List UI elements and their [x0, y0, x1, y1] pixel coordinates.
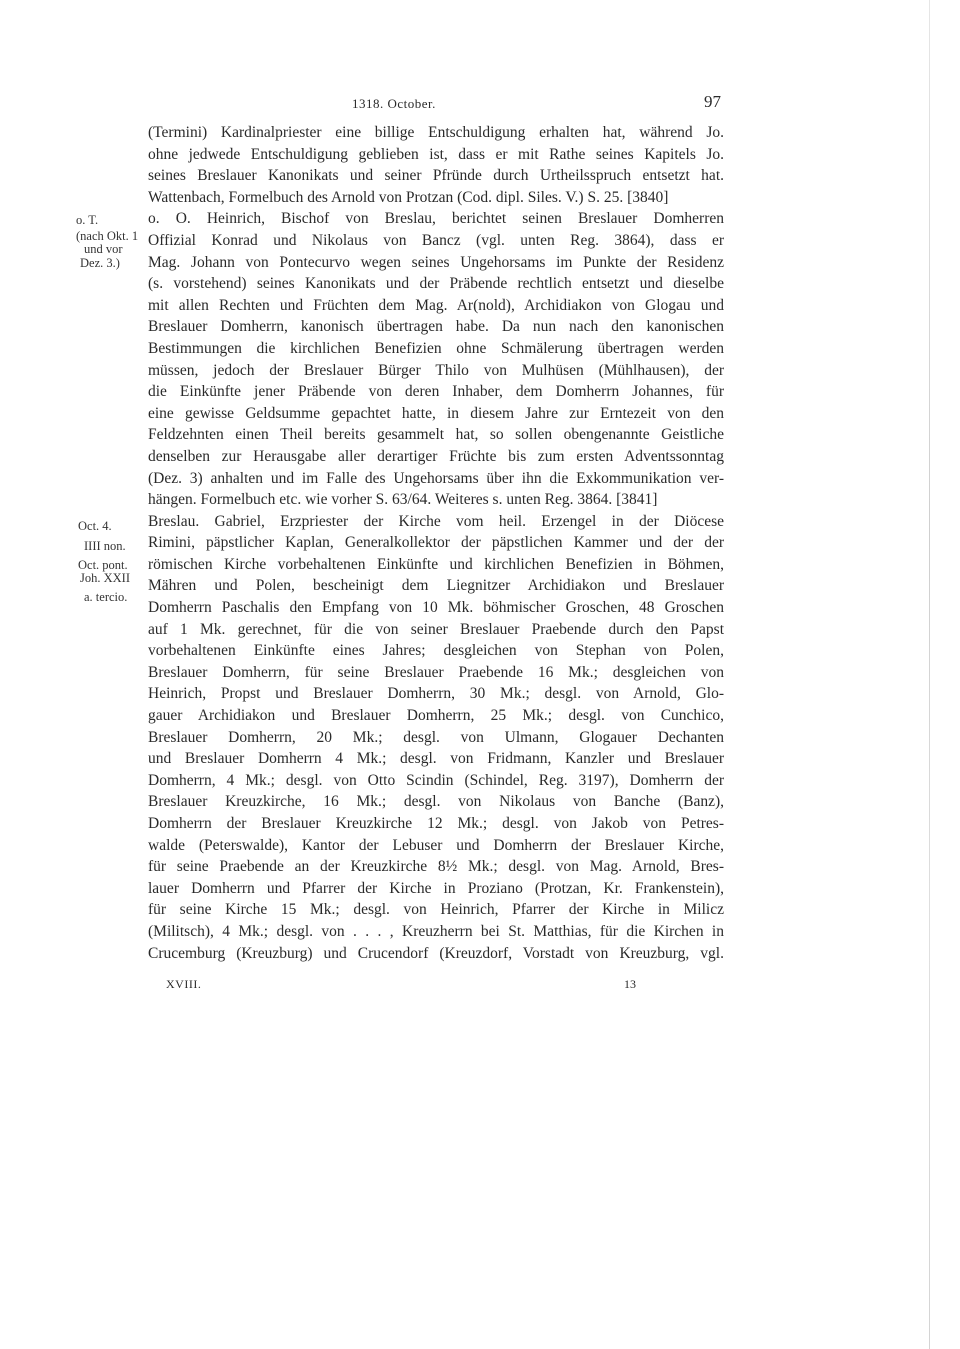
text-line: Offizial Konrad und Nikolaus von Bancz (vgl. unten Reg. 3864), dass er	[148, 231, 724, 249]
text-line: Breslauer Kreuzkirche, 16 Mk.; desgl. von Nikolaus von Banche (Banz),	[148, 793, 724, 811]
margin-note: a. tercio.	[84, 590, 128, 604]
text-line: Rimini, päpstlicher Kaplan, Generalkollektor der päpstlichen Kammer und der der	[148, 534, 724, 552]
text-line: Crucemburg (Kreuzburg) und Crucendorf (Kreuzdorf, Vorstadt von Kreuzburg, vgl.	[148, 944, 724, 962]
text-line: müssen, jedoch der Breslauer Bürger Thilo von Mulhüsen (Mühlhausen), der	[148, 361, 724, 379]
scan-edge-line	[929, 0, 930, 1349]
margin-note: Oct. pont.	[78, 558, 128, 572]
margin-note: Joh. XXII	[80, 571, 130, 585]
text-line: römischen Kirche vorbehaltenen Einkünfte und kirchlichen Benefizien in Böhmen,	[148, 555, 724, 573]
margin-note: o. T.	[76, 213, 99, 227]
text-line: eine gewisse Geldsumme gepachtet hatte, in diesem Jahre zur Erntezeit von den	[148, 404, 724, 422]
text-line: und Breslauer Domherrn 4 Mk.; desgl. von Fridmann, Kanzler und Breslauer	[148, 750, 724, 768]
margin-note: Oct. 4.	[78, 519, 112, 533]
margin-note: (nach Okt. 1	[76, 229, 139, 243]
margin-note: IIII non.	[84, 539, 126, 553]
text-line: Breslau. Gabriel, Erzpriester der Kirche vom heil. Erzengel in der Diöcese	[148, 512, 724, 530]
text-line: o. O. Heinrich, Bischof von Breslau, berichtet seinen Breslauer Domherren	[148, 210, 724, 228]
text-line: ohne jedwede Entschuldigung geblieben ist, dass er mit Rathe seines Kapitels Jo.	[148, 145, 724, 163]
body-text	[148, 122, 724, 964]
text-line: Breslauer Domherrn, für seine Breslauer Praebende 16 Mk.; desgleichen von	[148, 663, 724, 681]
text-line: Mähren und Polen, bescheinigt dem Liegnitzer Archidiakon und Breslauer	[148, 577, 724, 595]
text-line: (Termini) Kardinalpriester eine billige Entschuldigung erhalten hat, während Jo.	[148, 124, 724, 141]
text-line: Domherrn, 4 Mk.; desgl. von Otto Scindin (Schindel, Reg. 3197), Domherrn der	[148, 771, 724, 789]
text-line: für seine Kirche 15 Mk.; desgl. von Heinrich, Pfarrer der Kirche in Milicz	[148, 901, 724, 919]
text-line: Domherrn Paschalis den Empfang von 10 Mk. böhmischer Groschen, 48 Groschen	[148, 599, 724, 617]
text-line: für seine Praebende an der Kreuzkirche 8½ Mk.; desgl. von Mag. Arnold, Bres-	[148, 858, 724, 876]
text-line: (Dez. 3) anhalten und im Falle des Ungehorsams über ihn die Exkommunikation ver-	[148, 469, 724, 487]
text-line: Heinrich, Propst und Breslauer Domherrn, 30 Mk.; desgl. von Arnold, Glo-	[148, 685, 724, 703]
page-number: 97	[704, 92, 721, 111]
margin-note: Dez. 3.)	[80, 256, 120, 270]
text-line: Wattenbach, Formelbuch des Arnold von Protzan (Cod. dipl. Siles. V.) S. 25. [3840]	[148, 188, 669, 206]
text-line: Domherrn der Breslauer Kreuzkirche 12 Mk.; desgl. von Jakob von Petres-	[148, 815, 724, 832]
text-line: hängen. Formelbuch etc. wie vorher S. 63/64. Weiteres s. unten Reg. 3864. [3841]	[148, 491, 658, 509]
text-line: denselben zur Herausgabe aller derartiger Früchte bis zum ersten Adventssonntag	[148, 447, 724, 465]
text-line: walde (Peterswalde), Kantor der Lebuser und Domherrn der Breslauer Kirche,	[148, 836, 724, 854]
text-line: (s. vorstehend) seines Kanonikats und der Präbende rechtlich entsetzt und dieselbe	[148, 275, 724, 293]
running-title: 1318. October.	[352, 96, 436, 111]
text-line: (Militsch), 4 Mk.; desgl. von . . . , Kreuzherrn bei St. Matthias, für die Kirchen in	[148, 922, 724, 940]
text-line: Mag. Johann von Pontecurvo wegen seines Ungehorsams im Punkte der Residenz	[148, 253, 724, 271]
signature-mark: XVIII.	[166, 977, 202, 991]
text-line: gauer Archidiakon und Breslauer Domherrn, 25 Mk.; desgl. von Cunchico,	[148, 707, 724, 725]
text-line: mit allen Rechten und Früchten dem Mag. Ar(nold), Archidiakon von Glogau und	[148, 296, 724, 314]
text-line: Feldzehnten einen Theil bereits gesammelt hat, so sollen obengenannte Geistliche	[148, 426, 724, 444]
text-line: Breslauer Domherrn, kanonisch übertragen habe. Da nun nach den kanonischen	[148, 318, 724, 336]
text-line: vorbehaltenen Einkünfte eines Jahres; desgleichen von Stephan von Polen,	[148, 642, 724, 660]
sheet-number: 13	[624, 977, 636, 991]
text-line: lauer Domherrn und Pfarrer der Kirche in Proziano (Protzan, Kr. Frankenstein),	[148, 879, 724, 897]
text-line: Breslauer Domherrn, 20 Mk.; desgl. von Ulmann, Glogauer Dechanten	[148, 728, 724, 746]
margin-note: und vor	[84, 242, 123, 256]
text-line: die Einkünfte jener Präbende von deren Inhaber, dem Domherrn Johannes, für	[148, 383, 724, 401]
text-line: auf 1 Mk. gerechnet, für die von seiner Breslauer Praebende durch den Papst	[148, 620, 724, 638]
text-line: seines Breslauer Kanonikats und seiner Pfründe durch Urtheilsspruch entsetzt hat.	[148, 167, 724, 185]
text-line: Bestimmungen die kirchlichen Benefizien ohne Schmälerung übertragen werden	[148, 339, 724, 357]
